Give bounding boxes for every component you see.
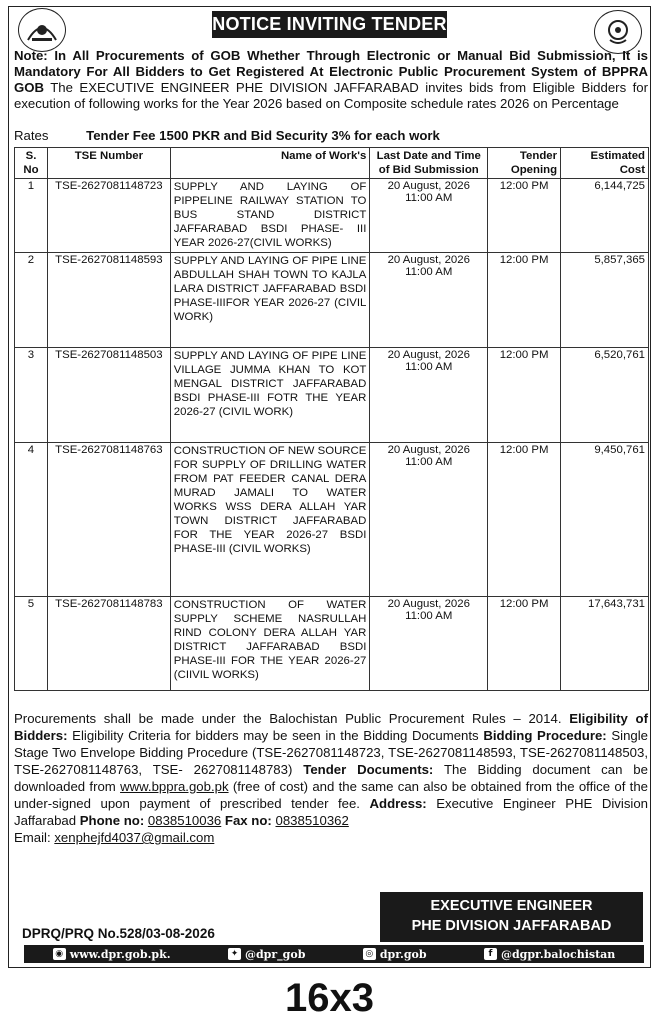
phone-label: Phone no: (79, 813, 145, 828)
header-cost: Estimated Cost (561, 148, 649, 179)
social-media-bar (24, 945, 644, 963)
notice-title: NOTICE INVITING TENDER (212, 11, 447, 38)
table-row (15, 597, 649, 691)
table-row (15, 253, 649, 348)
intro-paragraph (14, 48, 648, 112)
mandatory-note: Note: In All Procurements of GOB Whether Through Electronic or Manual Bid Submission, It is Mandatory For All Bidders to Get Registered At Electronic Public Procurement System of BPPRA GOB (14, 48, 648, 95)
row-last-date (370, 253, 488, 348)
eligibility-text: Eligibility Criteria for bidders may be seen in the Bidding Documents (67, 728, 479, 743)
row-cost: 9,450,761 (561, 443, 649, 597)
row-date: 20 August, 2026 (387, 180, 470, 192)
row-date: 20 August, 2026 (387, 444, 470, 456)
row-time: 11:00 AM (405, 610, 453, 622)
row-time: 11:00 AM (405, 361, 453, 373)
website-item[interactable] (53, 948, 171, 961)
address-label: Address: (369, 796, 427, 811)
row-date: 20 August, 2026 (387, 349, 470, 361)
twitter-icon: ✦ (228, 948, 241, 960)
row-sno: 4 (15, 443, 48, 597)
address-text: Executive Engineer PHE Division Jaffarabad (14, 796, 649, 828)
row-time: 11:00 AM (405, 266, 453, 278)
row-sno: 2 (15, 253, 48, 348)
instagram-icon: ◎ (363, 948, 376, 960)
invitation-text: The EXECUTIVE ENGINEER PHE DIVISION JAFFARABAD invites bids from Eligible Bidders for execution of following works for the Year 2026 based on Composite schedule rates 2026 on Percentage (14, 80, 648, 111)
table-row (15, 443, 649, 597)
row-opening: 12:00 PM (488, 348, 561, 443)
ad-size-label: 16x3 (285, 976, 374, 1020)
row-work: CONSTRUCTION OF NEW SOURCE FOR SUPPLY OF DRILLING WATER FROM PAT FEEDER CANAL DERA MURAD JAMALI TO WATER WORKS WSS DERA ALLAH YAR TOWN DISTRICT JAFFARABAD FOR THE YEAR 2026-27 BSDI PHASE-III (CIVIL WORKS) (170, 443, 370, 597)
row-sno: 1 (15, 179, 48, 253)
globe-icon: ◉ (53, 948, 66, 960)
row-tse: TSE-2627081148723 (47, 179, 170, 253)
procedure-text: Single Stage Two Envelope Bidding Procedure (TSE-2627081148723, TSE-2627081148593, TSE-2627081148503, TSE-2627081148763, TSE- 2627081148783) (14, 728, 649, 777)
row-work: SUPPLY AND LAYING OF PIPE LINE VILLAGE JUMMA KHAN TO KOT MENGAL DISTRICT JAFFARABAD BSDI PHASE-III FOTR THE YEAR 2026-27 (CIVIL WORK) (170, 348, 370, 443)
rates-line (14, 128, 440, 144)
row-opening: 12:00 PM (488, 179, 561, 253)
row-date: 20 August, 2026 (387, 598, 470, 610)
government-emblem-icon (18, 8, 66, 52)
row-cost: 6,144,725 (561, 179, 649, 253)
tender-fee-text: Tender Fee 1500 PKR and Bid Security 3% for each work (86, 128, 440, 143)
row-cost: 5,857,365 (561, 253, 649, 348)
row-last-date (370, 597, 488, 691)
documents-text: The Bidding document can be downloaded from (14, 762, 648, 794)
reference-number: DPRQ/PRQ No.528/03-08-2026 (22, 926, 215, 941)
facebook-text: @dgpr.balochistan (500, 947, 616, 961)
header-tse: TSE Number (47, 148, 170, 179)
row-tse: TSE-2627081148763 (47, 443, 170, 597)
row-work: CONSTRUCTION OF WATER SUPPLY SCHEME NASRULLAH RIND COLONY DERA ALLAH YAR DISTRICT JAFFARABAD BSDI PHASE-III FOR THE YEAR 2026-27 (CIIVIL WORKS) (170, 597, 370, 691)
row-last-date (370, 179, 488, 253)
rates-word: Rates (14, 128, 49, 143)
documents-text-2: (free of cost) and the same can also be obtained from the office of the under-signed upon payment of prescribed tender fee. (14, 779, 648, 811)
row-opening: 12:00 PM (488, 443, 561, 597)
procedure-label: Bidding Procedure: (483, 728, 607, 743)
instagram-item[interactable] (363, 948, 427, 961)
row-sno: 5 (15, 597, 48, 691)
rules-text: Procurements shall be made under the Balochistan Public Procurement Rules – 2014. (14, 711, 562, 726)
phone-number[interactable]: 0838510036 (147, 813, 222, 828)
row-work: SUPPLY AND LAYING OF PIPE LINE ABDULLAH SHAH TOWN TO KAJLA LARA DISTRICT JAFFARABAD BSDI PHASE-IIIFOR YEAR 2026-27 (CIVIL WORK) (170, 253, 370, 348)
row-cost: 17,643,731 (561, 597, 649, 691)
table-row (15, 179, 649, 253)
row-last-date (370, 348, 488, 443)
table-header-row (15, 148, 649, 179)
instagram-text: dpr.gob (379, 947, 427, 961)
signatory-title: EXECUTIVE ENGINEER (430, 898, 593, 914)
row-date: 20 August, 2026 (387, 254, 470, 266)
signature-block (380, 892, 643, 942)
row-opening: 12:00 PM (488, 253, 561, 348)
fax-label: Fax no: (224, 813, 272, 828)
row-sno: 3 (15, 348, 48, 443)
signatory-division: PHE DIVISION JAFFARABAD (411, 918, 612, 934)
bppra-link[interactable]: www.bppra.gob.pk (120, 779, 229, 794)
row-cost: 6,520,761 (561, 348, 649, 443)
documents-label: Tender Documents: (303, 762, 434, 777)
website-text: www.dpr.gob.pk. (69, 947, 171, 961)
row-work: SUPPLY AND LAYING OF PIPPELINE RAILWAY STATION TO BUS STAND DISTRICT JAFFARABAD BSDI PHASE- III YEAR 2026-27(CIVIL WORKS) (170, 179, 370, 253)
header-opening: Tender Opening (488, 148, 561, 179)
facebook-item[interactable] (484, 948, 615, 961)
eligibility-label: Eligibility of Bidders: (14, 711, 649, 743)
fax-number[interactable]: 0838510362 (275, 813, 349, 828)
row-time: 11:00 AM (405, 192, 453, 204)
works-table (14, 147, 649, 691)
twitter-text: @dpr_gob (244, 947, 306, 961)
row-opening: 12:00 PM (488, 597, 561, 691)
row-last-date (370, 443, 488, 597)
header-last-date: Last Date and Time of Bid Submission (370, 148, 488, 179)
facebook-icon: f (484, 948, 497, 960)
row-tse: TSE-2627081148503 (47, 348, 170, 443)
email-link[interactable]: xenphejfd4037@gmail.com (54, 830, 215, 845)
header-work-name: Name of Work's (170, 148, 370, 179)
email-label: Email: (14, 830, 51, 845)
row-tse: TSE-2627081148593 (47, 253, 170, 348)
row-tse: TSE-2627081148783 (47, 597, 170, 691)
header-sno: S. No (15, 148, 48, 179)
row-time: 11:00 AM (405, 456, 453, 468)
table-row (15, 348, 649, 443)
twitter-item[interactable] (228, 948, 305, 961)
procurement-details (14, 710, 648, 846)
